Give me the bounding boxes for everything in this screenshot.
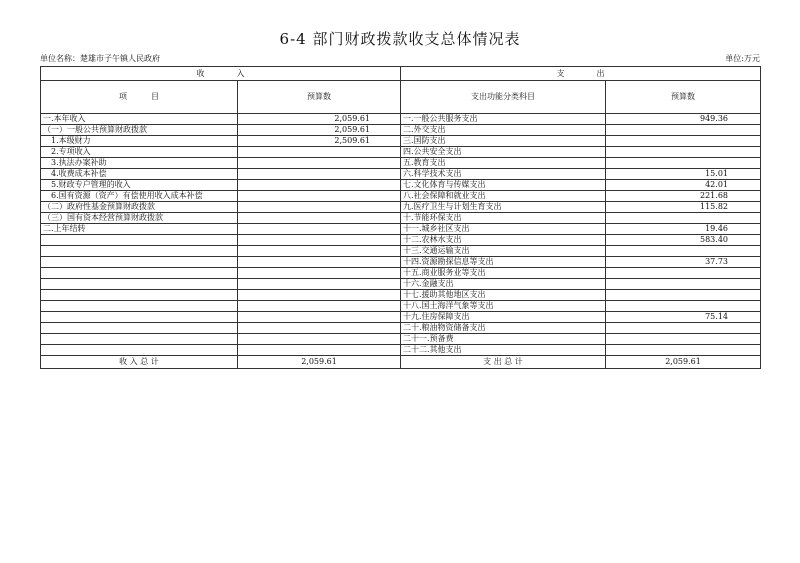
- income-amount-cell: 2,509.61: [238, 136, 401, 147]
- table-row: [41, 323, 761, 334]
- expense-budget-cell: [606, 213, 761, 224]
- income-amount-cell: [238, 323, 401, 334]
- expense-budget-cell: [606, 147, 761, 158]
- table-row: [41, 235, 761, 246]
- income-amount-cell: [238, 334, 401, 345]
- income-item-cell: 6.国有资源（资产）有偿使用收入成本补偿: [41, 191, 238, 202]
- table-row: [41, 125, 761, 136]
- income-amount-cell: [238, 301, 401, 312]
- income-item-cell: 3.执法办案补助: [41, 158, 238, 169]
- income-amount-cell: [238, 246, 401, 257]
- expense-budget-cell: 15.01: [606, 169, 761, 180]
- expense-budget-cell: 42.01: [606, 180, 761, 191]
- income-header: 收 入: [41, 67, 401, 81]
- expense-budget-cell: 37.73: [606, 257, 761, 268]
- table-row: [41, 114, 761, 125]
- expense-total-amount: 2,059.61: [606, 356, 761, 369]
- expense-func-cell: 十一.城乡社区支出: [401, 224, 606, 235]
- table-row: [41, 290, 761, 301]
- table-row: [41, 180, 761, 191]
- table-row: [41, 136, 761, 147]
- expense-budget-cell: [606, 323, 761, 334]
- expense-func-cell: 二十.粮油物资储备支出: [401, 323, 606, 334]
- income-amount-cell: [238, 312, 401, 323]
- expense-func-cell: 五.教育支出: [401, 158, 606, 169]
- income-total-amount: 2,059.61: [238, 356, 401, 369]
- budget2-header: 预算数: [606, 81, 761, 114]
- expense-func-cell: 十四.资源勘探信息等支出: [401, 257, 606, 268]
- income-amount-cell: [238, 279, 401, 290]
- table-row: [41, 202, 761, 213]
- income-item-cell: [41, 345, 238, 356]
- income-item-cell: [41, 246, 238, 257]
- expense-budget-cell: [606, 158, 761, 169]
- income-amount-cell: [238, 345, 401, 356]
- expense-budget-cell: [606, 268, 761, 279]
- expense-budget-cell: 19.46: [606, 224, 761, 235]
- expense-func-cell: 三.国防支出: [401, 136, 606, 147]
- expense-func-cell: 一.一般公共服务支出: [401, 114, 606, 125]
- income-item-cell: （二）政府性基金预算财政拨款: [41, 202, 238, 213]
- table-row: [41, 279, 761, 290]
- expense-func-cell: 二十二.其他支出: [401, 345, 606, 356]
- income-amount-cell: [238, 235, 401, 246]
- expense-total-label: 支 出 总 计: [401, 356, 606, 369]
- expense-budget-cell: 115.82: [606, 202, 761, 213]
- income-item-cell: 2.专项收入: [41, 147, 238, 158]
- table-row: [41, 147, 761, 158]
- table-row: [41, 301, 761, 312]
- header-row-group: [41, 67, 761, 81]
- expense-func-cell: 二.外交支出: [401, 125, 606, 136]
- table-row: [41, 213, 761, 224]
- table-row: [41, 345, 761, 356]
- income-amount-cell: [238, 268, 401, 279]
- income-item-cell: [41, 334, 238, 345]
- expense-budget-cell: [606, 334, 761, 345]
- expense-func-cell: 七.文化体育与传媒支出: [401, 180, 606, 191]
- expense-func-cell: 十七.援助其他地区支出: [401, 290, 606, 301]
- expense-header: 支 出: [401, 67, 761, 81]
- income-item-cell: （一）一般公共预算财政拨款: [41, 125, 238, 136]
- expense-func-cell: 四.公共安全支出: [401, 147, 606, 158]
- income-item-cell: [41, 268, 238, 279]
- income-amount-cell: [238, 290, 401, 301]
- income-item-cell: [41, 279, 238, 290]
- expense-budget-cell: [606, 290, 761, 301]
- expense-budget-cell: [606, 246, 761, 257]
- expense-func-cell: 十三.交通运输支出: [401, 246, 606, 257]
- table-row: [41, 312, 761, 323]
- income-amount-cell: [238, 202, 401, 213]
- expense-func-cell: 二十一.预备费: [401, 334, 606, 345]
- income-item-cell: [41, 290, 238, 301]
- income-amount-cell: [238, 147, 401, 158]
- expense-budget-cell: [606, 345, 761, 356]
- income-item-cell: [41, 301, 238, 312]
- finance-table: [40, 66, 761, 369]
- income-amount-cell: [238, 224, 401, 235]
- page-title: 6-4 部门财政拨款收支总体情况表: [279, 30, 521, 48]
- income-item-cell: 一.本年收入: [41, 114, 238, 125]
- income-amount-cell: [238, 180, 401, 191]
- header-row-columns: [41, 81, 761, 114]
- income-item-cell: 二.上年结转: [41, 224, 238, 235]
- income-total-label: 收 入 总 计: [41, 356, 238, 369]
- income-item-cell: 1.本级财力: [41, 136, 238, 147]
- income-amount-cell: 2,059.61: [238, 125, 401, 136]
- expense-func-cell: 十五.商业服务业等支出: [401, 268, 606, 279]
- expense-func-cell: 十九.住房保障支出: [401, 312, 606, 323]
- table-row: [41, 158, 761, 169]
- expense-func-cell: 六.科学技术支出: [401, 169, 606, 180]
- table-row: [41, 246, 761, 257]
- expense-func-cell: 十六.金融支出: [401, 279, 606, 290]
- income-item-cell: [41, 235, 238, 246]
- income-amount-cell: 2,059.61: [238, 114, 401, 125]
- table-row: [41, 224, 761, 235]
- total-row: [41, 356, 761, 369]
- income-amount-cell: [238, 257, 401, 268]
- money-unit: 单位:万元: [725, 54, 760, 63]
- income-item-cell: 5.财政专户管理的收入: [41, 180, 238, 191]
- income-amount-cell: [238, 213, 401, 224]
- income-item-cell: 4.收费成本补偿: [41, 169, 238, 180]
- table-row: [41, 257, 761, 268]
- income-amount-cell: [238, 169, 401, 180]
- expense-func-cell: 十.节能环保支出: [401, 213, 606, 224]
- expense-budget-cell: 221.68: [606, 191, 761, 202]
- item-header: 项 目: [41, 81, 238, 114]
- table-row: [41, 334, 761, 345]
- expense-func-cell: 九.医疗卫生与计划生育支出: [401, 202, 606, 213]
- func-class-header: 支出功能分类科目: [401, 81, 606, 114]
- expense-budget-cell: [606, 125, 761, 136]
- table-row: [41, 191, 761, 202]
- expense-budget-cell: 75.14: [606, 312, 761, 323]
- budget-header: 预算数: [238, 81, 401, 114]
- table-row: [41, 169, 761, 180]
- income-item-cell: （三）国有资本经营预算财政拨款: [41, 213, 238, 224]
- income-item-cell: [41, 257, 238, 268]
- expense-func-cell: 十二.农林水支出: [401, 235, 606, 246]
- expense-budget-cell: 583.40: [606, 235, 761, 246]
- expense-budget-cell: [606, 301, 761, 312]
- table-row: [41, 268, 761, 279]
- expense-func-cell: 八.社会保障和就业支出: [401, 191, 606, 202]
- income-amount-cell: [238, 191, 401, 202]
- expense-func-cell: 十八.国土海洋气象等支出: [401, 301, 606, 312]
- income-item-cell: [41, 312, 238, 323]
- unit-name: 单位名称：楚雄市子午镇人民政府: [40, 54, 160, 63]
- income-item-cell: [41, 323, 238, 334]
- expense-budget-cell: [606, 279, 761, 290]
- expense-budget-cell: 949.36: [606, 114, 761, 125]
- expense-budget-cell: [606, 136, 761, 147]
- income-amount-cell: [238, 158, 401, 169]
